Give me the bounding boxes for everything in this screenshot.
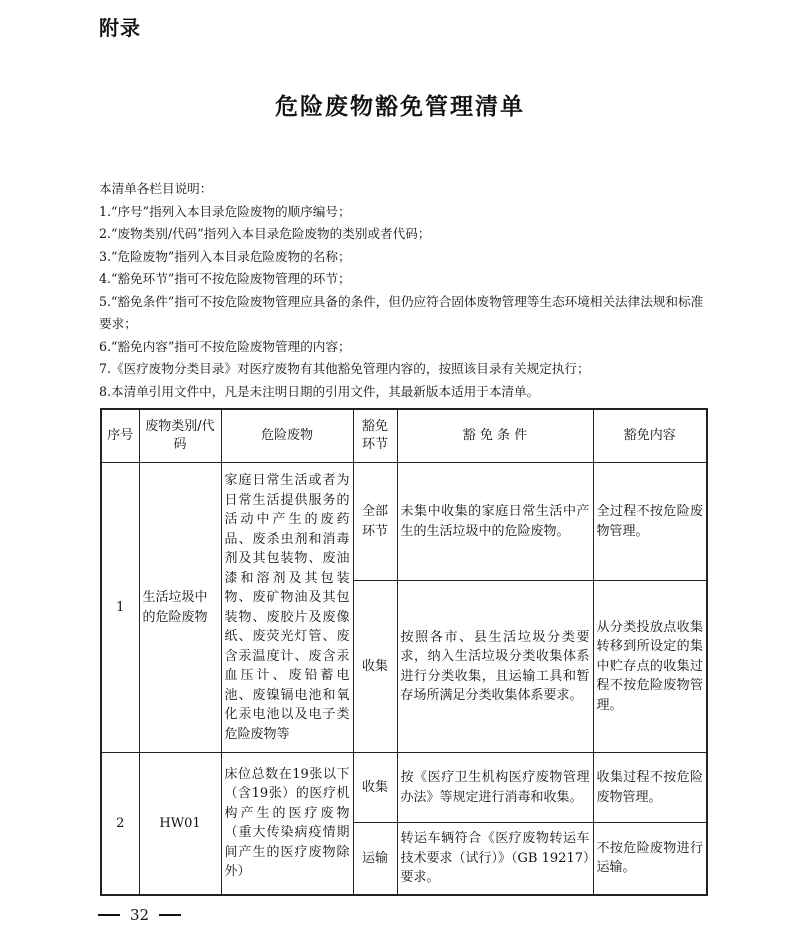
header-condition: 豁 免 条 件 bbox=[397, 409, 593, 463]
column-notes bbox=[99, 178, 709, 403]
note-item: 7.《医疗废物分类目录》对医疗废物有其他豁免管理内容的，按照该目录有关规定执行； bbox=[99, 361, 590, 376]
cell-content: 不按危险废物进行运输。 bbox=[593, 823, 707, 895]
table-row bbox=[101, 753, 707, 823]
cell-condition: 转运车辆符合《医疗废物转运车技术要求（试行）》（GB 19217）要求。 bbox=[397, 823, 593, 895]
table-header-row bbox=[101, 409, 707, 463]
header-content: 豁免内容 bbox=[593, 409, 707, 463]
cell-stage: 全部环节 bbox=[353, 463, 397, 581]
footer-dash-left bbox=[98, 914, 120, 916]
cell-category: HW01 bbox=[139, 753, 221, 895]
cell-condition: 按《医疗卫生机构医疗废物管理办法》等规定进行消毒和收集。 bbox=[397, 753, 593, 823]
table-row bbox=[101, 463, 707, 581]
page-number: 32 bbox=[130, 906, 150, 924]
cell-seq: 2 bbox=[101, 753, 139, 895]
cell-condition: 按照各市、县生活垃圾分类要求，纳入生活垃圾分类收集体系进行分类收集，且运输工具和暂存场所满足分类收集体系要求。 bbox=[397, 581, 593, 753]
header-stage: 豁免环节 bbox=[353, 409, 397, 463]
footer-dash-right bbox=[159, 914, 181, 916]
note-item: 6.“豁免内容”指可不按危险废物管理的内容； bbox=[99, 338, 351, 354]
document-title: 危险废物豁免管理清单 bbox=[275, 94, 525, 120]
cell-content: 从分类投放点收集转移到所设定的集中贮存点的收集过程不按危险废物管理。 bbox=[593, 581, 707, 753]
page-footer bbox=[98, 906, 191, 924]
cell-content: 全过程不按危险废物管理。 bbox=[593, 463, 707, 581]
cell-stage: 收集 bbox=[353, 581, 397, 753]
cell-waste: 床位总数在19张以下（含19张）的医疗机构产生的医疗废物（重大传染病疫情期间产生的医疗废物除外） bbox=[221, 753, 353, 895]
cell-stage: 运输 bbox=[353, 823, 397, 895]
cell-content: 收集过程不按危险废物管理。 bbox=[593, 753, 707, 823]
cell-category: 生活垃圾中的危险废物 bbox=[139, 463, 221, 753]
header-category: 废物类别/代码 bbox=[139, 409, 221, 463]
cell-waste: 家庭日常生活或者为日常生活提供服务的活动中产生的废药品、废杀虫剂和消毒剂及其包装物、废油漆和溶剂及其包装物、废矿物油及其包装物、废胶片及废像纸、废荧光灯管、废含汞温度计、废含汞血压计、废铅蓄电池、废镍镉电池和氧化汞电池以及电子类危险废物等 bbox=[221, 463, 353, 753]
cell-condition: 未集中收集的家庭日常生活中产生的生活垃圾中的危险废物。 bbox=[397, 463, 593, 581]
appendix-label: 附录 bbox=[99, 16, 141, 40]
cell-stage: 收集 bbox=[353, 753, 397, 823]
header-seq: 序号 bbox=[101, 409, 139, 463]
note-item: 5.“豁免条件”指可不按危险废物管理应具备的条件，但仍应符合固体废物管理等生态环境相关法律法规和标准要求； bbox=[99, 293, 704, 331]
cell-seq: 1 bbox=[101, 463, 139, 753]
notes-intro: 本清单各栏目说明： bbox=[99, 181, 213, 196]
note-item: 3.“危险废物”指列入本目录危险废物的名称； bbox=[99, 248, 351, 264]
note-item: 8.本清单引用文件中，凡是未注明日期的引用文件，其最新版本适用于本清单。 bbox=[99, 383, 540, 399]
note-item: 4.“豁免环节”指可不按危险废物管理的环节； bbox=[99, 271, 351, 286]
note-item: 2.“废物类别/代码”指列入本目录危险废物的类别或者代码； bbox=[99, 226, 431, 241]
header-waste: 危险废物 bbox=[221, 409, 353, 463]
note-item: 1.“序号”指列入本目录危险废物的顺序编号； bbox=[99, 203, 351, 219]
exemption-table bbox=[100, 408, 708, 896]
